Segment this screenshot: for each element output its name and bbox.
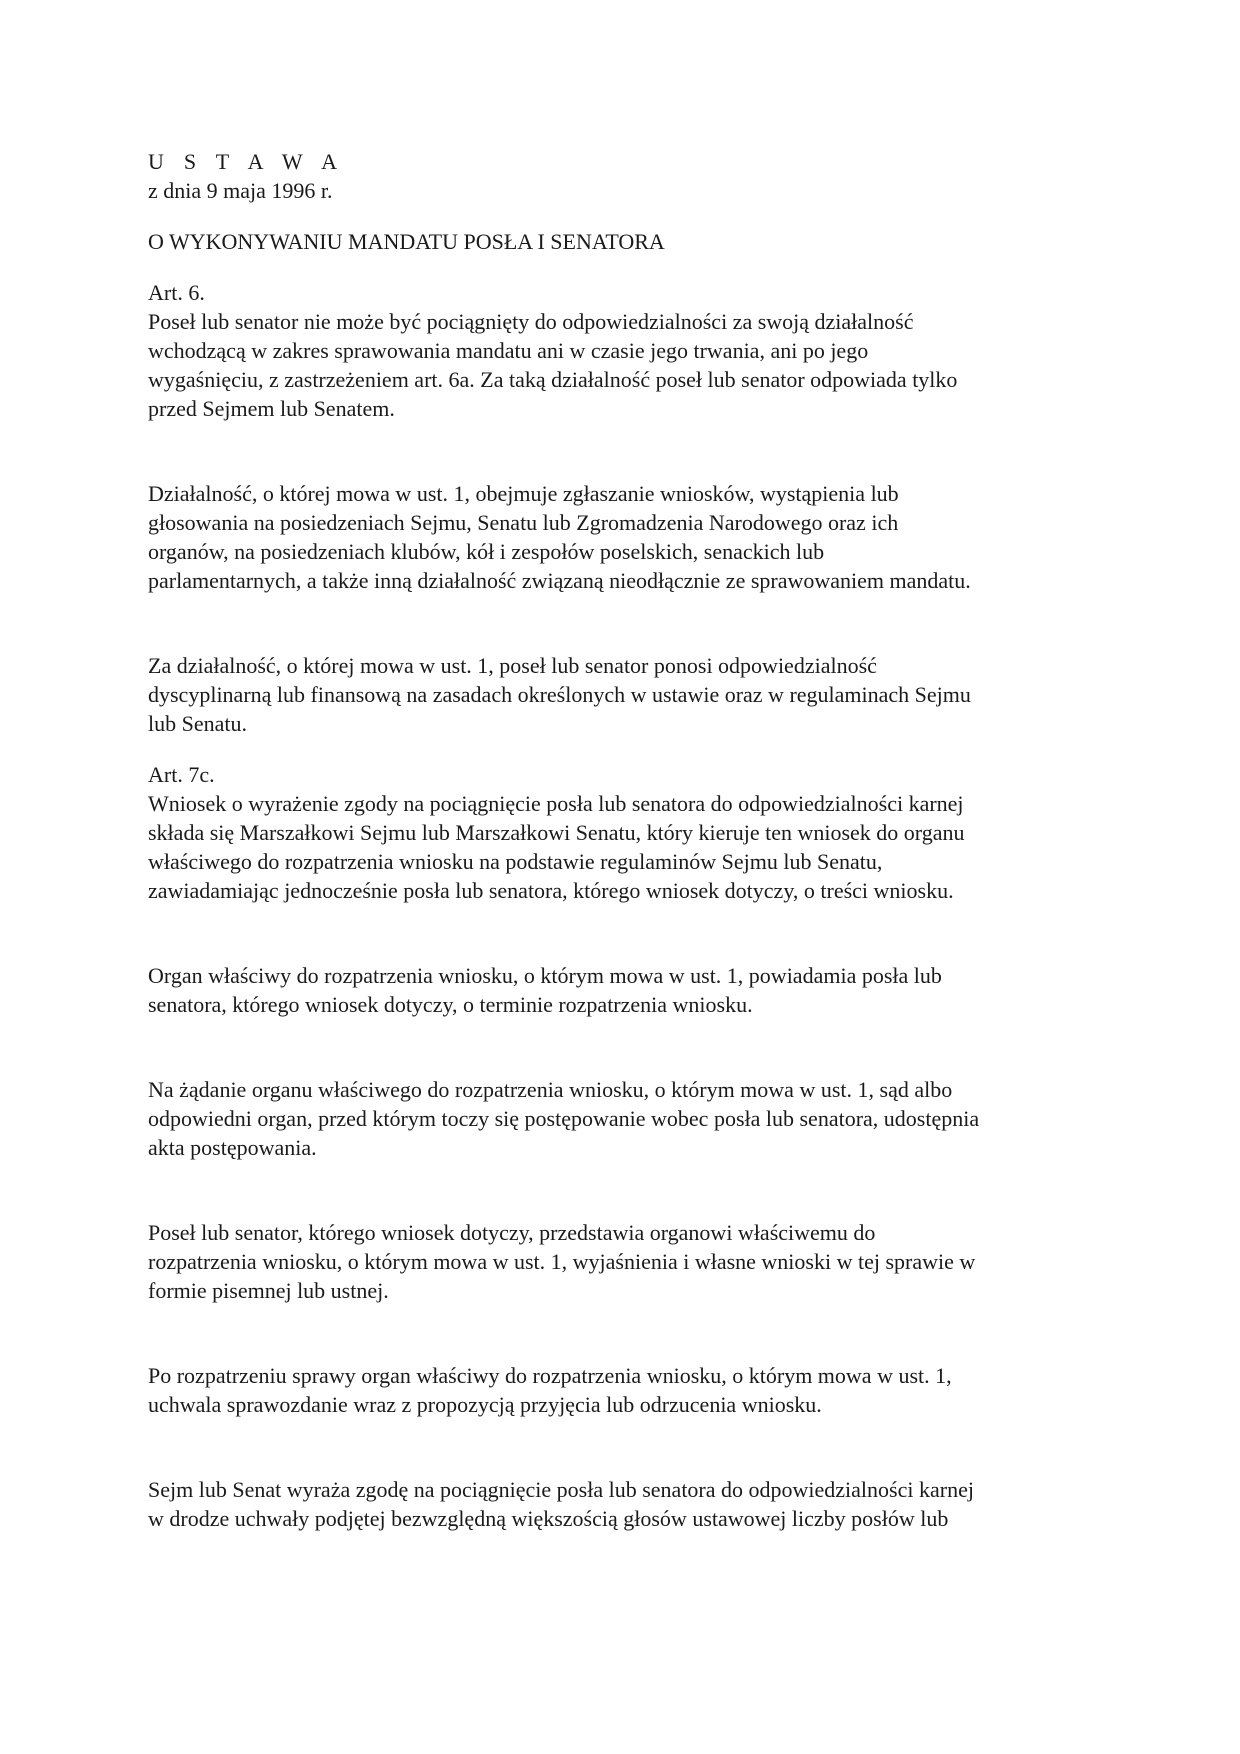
paragraph-line: rozpatrzenia wniosku, o którym mowa w ust. 1, wyjaśnienia i własne wnioski w tej sprawie w bbox=[148, 1249, 976, 1274]
paragraph-line: Na żądanie organu właściwego do rozpatrzenia wniosku, o którym mowa w ust. 1, sąd albo bbox=[148, 1077, 953, 1102]
document-title: O WYKONYWANIU MANDATU POSŁA I SENATORA bbox=[148, 229, 665, 254]
document-body bbox=[148, 147, 1108, 1533]
section-art-6 bbox=[148, 278, 1108, 760]
paragraph-line: uchwala sprawozdanie wraz z propozycją przyjęcia lub odrzucenia wniosku. bbox=[148, 1392, 822, 1417]
paragraph-line: Poseł lub senator, którego wniosek dotyczy, przedstawia organowi właściwemu do bbox=[148, 1220, 876, 1245]
paragraph-line: Za działalność, o której mowa w ust. 1, poseł lub senator ponosi odpowiedzialność bbox=[148, 653, 877, 678]
paragraph-line: Po rozpatrzeniu sprawy organ właściwy do rozpatrzenia wniosku, o którym mowa w ust. 1, bbox=[148, 1363, 952, 1388]
paragraph-line: senatora, którego wniosek dotyczy, o terminie rozpatrzenia wniosku. bbox=[148, 992, 753, 1017]
paragraph-line: dyscyplinarną lub finansową na zasadach określonych w ustawie oraz w regulaminach Sejmu bbox=[148, 682, 971, 707]
article-heading: Art. 7c. bbox=[148, 762, 215, 787]
paragraph bbox=[148, 307, 1108, 423]
paragraph-line: Sejm lub Senat wyraża zgodę na pociągnięcie posła lub senatora do odpowiedzialności karnej bbox=[148, 1477, 974, 1502]
article-heading: Art. 6. bbox=[148, 280, 205, 305]
document-date: z dnia 9 maja 1996 r. bbox=[148, 178, 333, 203]
paragraph bbox=[148, 961, 1108, 1019]
paragraph-line: odpowiedni organ, przed którym toczy się postępowanie wobec posła lub senatora, udostępnia bbox=[148, 1106, 980, 1131]
paragraph-line: wchodzącą w zakres sprawowania mandatu ani w czasie jego trwania, ani po jego bbox=[148, 338, 869, 363]
section-art-7c bbox=[148, 760, 1108, 1533]
paragraph bbox=[148, 1475, 1108, 1533]
paragraph-line: Wniosek o wyrażenie zgody na pociągnięcie posła lub senatora do odpowiedzialności karnej bbox=[148, 791, 964, 816]
paragraph-line: Organ właściwy do rozpatrzenia wniosku, o którym mowa w ust. 1, powiadamia posła lub bbox=[148, 963, 942, 988]
paragraph-line: Działalność, o której mowa w ust. 1, obejmuje zgłaszanie wniosków, wystąpienia lub bbox=[148, 481, 899, 506]
paragraph bbox=[148, 651, 1108, 738]
paragraph-line: parlamentarnych, a także inną działalność związaną nieodłącznie ze sprawowaniem mandatu. bbox=[148, 568, 971, 593]
paragraph-line: głosowania na posiedzeniach Sejmu, Senatu lub Zgromadzenia Narodowego oraz ich bbox=[148, 510, 899, 535]
paragraph bbox=[148, 1218, 1108, 1305]
paragraph-line: akta postępowania. bbox=[148, 1135, 317, 1160]
document-heading: U S T A W A bbox=[148, 149, 345, 174]
paragraph-line: właściwego do rozpatrzenia wniosku na podstawie regulaminów Sejmu lub Senatu, bbox=[148, 849, 883, 874]
paragraph-line: przed Sejmem lub Senatem. bbox=[148, 396, 395, 421]
paragraph-line: lub Senatu. bbox=[148, 711, 247, 736]
paragraph-line: w drodze uchwały podjętej bezwzględną większością głosów ustawowej liczby posłów lub bbox=[148, 1506, 949, 1531]
paragraph bbox=[148, 1361, 1108, 1419]
paragraph-line: organów, na posiedzeniach klubów, kół i zespołów poselskich, senackich lub bbox=[148, 539, 825, 564]
paragraph-line: wygaśnięciu, z zastrzeżeniem art. 6a. Za taką działalność poseł lub senator odpowiada tylko bbox=[148, 367, 958, 392]
paragraph-line: zawiadamiając jednocześnie posła lub senatora, którego wniosek dotyczy, o treści wniosku. bbox=[148, 878, 954, 903]
paragraph-line: formie pisemnej lub ustnej. bbox=[148, 1278, 389, 1303]
paragraph bbox=[148, 1075, 1108, 1162]
paragraph-line: składa się Marszałkowi Sejmu lub Marszałkowi Senatu, który kieruje ten wniosek do organu bbox=[148, 820, 965, 845]
paragraph bbox=[148, 789, 1108, 905]
paragraph-line: Poseł lub senator nie może być pociągnięty do odpowiedzialności za swoją działalność bbox=[148, 309, 914, 334]
paragraph bbox=[148, 479, 1108, 595]
